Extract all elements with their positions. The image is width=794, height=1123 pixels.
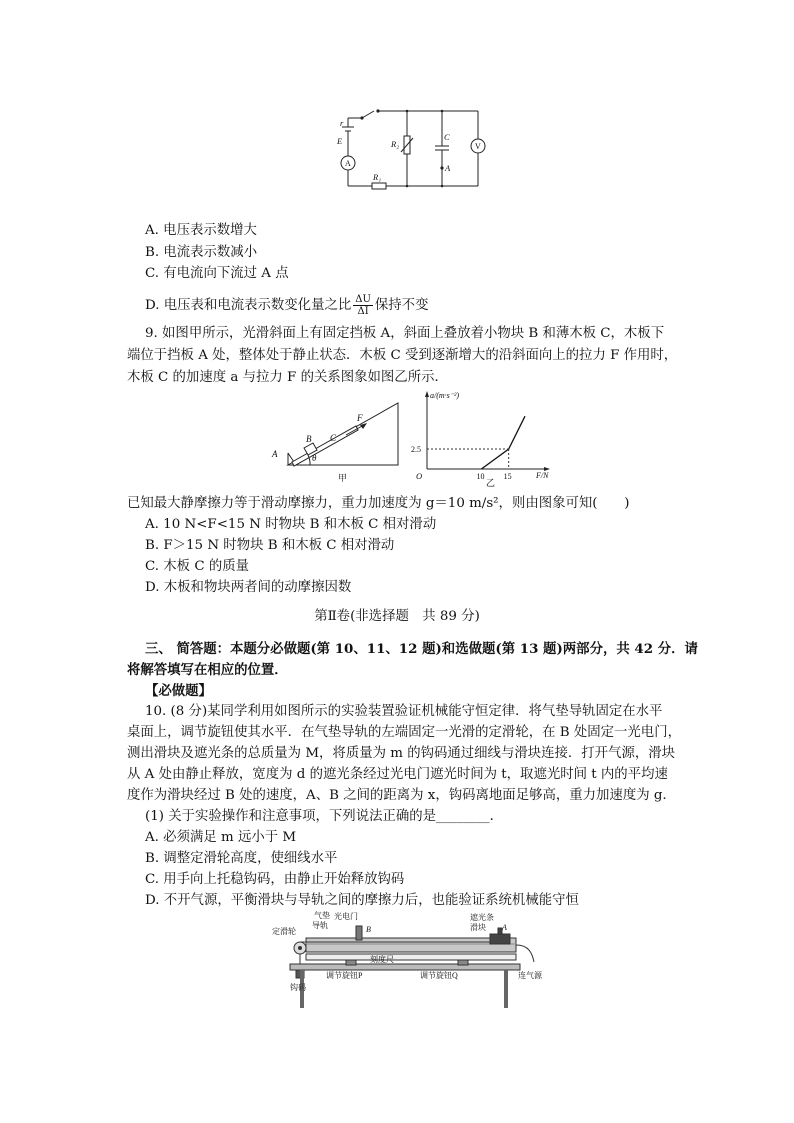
required-tag: 【必做题】 [145, 683, 212, 699]
apparatus-label: B [366, 925, 371, 934]
apparatus-label: 气垫 [314, 911, 330, 920]
series-line [481, 416, 525, 469]
incline-diagram [268, 395, 403, 490]
circuit-label: r [340, 118, 344, 128]
air-track-diagram [270, 910, 570, 1010]
q8-option: B. 电流表示数减小 [145, 245, 258, 260]
apparatus-label: 钩码 [290, 983, 306, 992]
y-axis-label: a/(m·s⁻²) [430, 391, 460, 400]
y-axis-arrow [425, 391, 429, 397]
circuit-label: V [475, 142, 481, 151]
q9-stem: 9. 如图甲所示，光滑斜面上有固定挡板 A，斜面上叠放着小物块 B 和薄木板 C，木板下 [145, 326, 665, 341]
q9-option: A. 10 N<F<15 N 时物块 B 和木板 C 相对滑动 [145, 517, 437, 532]
slider-block [490, 934, 510, 944]
q9-stem: 端位于挡板 A 处，整体处于静止状态．木板 C 受到逐渐增大的沿斜面向上的拉力 F 作用时， [127, 348, 678, 363]
q10-option: B. 调整定滑轮高度，使细线水平 [145, 851, 338, 866]
apparatus-label: 刻度尺 [370, 955, 394, 964]
figure-caption: 甲 [338, 473, 348, 483]
q10-stem: 10. (8 分)某同学利用如图所示的实验装置验证机械能守恒定律．将气垫导轨固定在水平 [145, 704, 663, 719]
apparatus-label: A [502, 923, 507, 932]
apparatus-label: 定滑轮 [272, 927, 296, 936]
origin-label: O [416, 471, 423, 481]
section3-intro: 三、 简答题：本题分必做题(第 10、11、12 题)和选做题(第 13 题)两部分，共 42 分．请 [145, 641, 698, 657]
circuit-label: R₂ [391, 139, 400, 149]
q10-stem: 测出滑块及遮光条的总质量为 M，将质量为 m 的钩码通过细线与滑块连接．打开气源，滑块 [127, 746, 676, 761]
q8-fraction [353, 294, 373, 317]
incline-label: θ [312, 453, 317, 463]
fraction-numerator: ΔU [355, 294, 371, 305]
q10-stem: 桌面上，调节旋钮使其水平．在气垫导轨的左端固定一光滑的定滑轮，在 B 处固定一光电门， [127, 725, 681, 740]
apparatus-label: 连气源 [518, 971, 542, 980]
circuit-label: C [444, 132, 450, 142]
q8-option-d-tail: 保持不变 [374, 298, 429, 313]
q10-option: D. 不开气源，平衡滑块与导轨之间的摩擦力后，也能验证系统机械能守恒 [145, 893, 579, 908]
apparatus-label: 调节旋钮Q [420, 971, 458, 980]
incline-label: F [357, 413, 363, 423]
q10-sub1: (1) 关于实验操作和注意事项，下列说法正确的是________． [145, 809, 503, 824]
q10-option: C. 用手向上托稳钩码，由静止开始释放钩码 [145, 872, 405, 887]
q8-option: A. 电压表示数增大 [145, 223, 257, 238]
section3-intro: 将解答填写在相应的位置． [127, 662, 288, 678]
fraction-denominator: ΔI [357, 306, 369, 317]
q8-option-d-text: D. 电压表和电流表示数变化量之比 [145, 298, 352, 313]
q9-stem: 木板 C 的加速度 a 与拉力 F 的关系图象如图乙所示． [127, 370, 448, 385]
q8-option: C. 有电流向下流过 A 点 [145, 266, 289, 281]
q8-option [145, 290, 428, 322]
apparatus-label: 调节旋钮P [326, 971, 363, 980]
incline-label: C [330, 433, 337, 443]
circuit-label: A [445, 163, 451, 173]
q9-option: C. 木板 C 的质量 [145, 559, 249, 574]
apparatus-label: 滑块 [470, 923, 486, 932]
x-tick-label: 15 [503, 472, 512, 481]
q10-option: A. 必须满足 m 远小于 M [145, 830, 297, 845]
q9-given: 已知最大静摩擦力等于滑动摩擦力，重力加速度为 g＝10 m/s²，则由图象可知( ) [127, 496, 630, 511]
incline-label: A [272, 449, 278, 459]
incline-label: B [306, 434, 312, 444]
q9-option: B. F＞15 N 时物块 B 和木板 C 相对滑动 [145, 538, 395, 553]
circuit-label: R₁ [373, 172, 382, 182]
x-tick-label: 10 [476, 472, 485, 481]
circuit-diagram [330, 100, 500, 192]
apparatus-label: 光电门 [334, 912, 358, 921]
y-tick-label: 2.5 [411, 445, 421, 454]
x-axis-label: F/N [536, 471, 549, 480]
a-f-chart [410, 390, 560, 490]
section-title: 第Ⅱ卷(非选择题 共 89 分) [314, 609, 480, 624]
q9-option: D. 木板和物块两者间的动摩擦因数 [145, 580, 352, 595]
circuit-label: A [345, 159, 351, 168]
chart-axes [427, 394, 547, 469]
q10-stem: 度作为滑块经过 B 处的速度，A、B 之间的距离为 x，钩码离地面足够高，重力加速度为 g. [127, 788, 667, 803]
photogate-icon [356, 926, 362, 940]
chart-caption: 乙 [486, 478, 496, 488]
apparatus-label: 遮光条 [470, 913, 494, 922]
q10-stem: 从 A 处由静止释放，宽度为 d 的遮光条经过光电门遮光时间为 t，取遮光时间 t 内的平均速 [127, 767, 668, 782]
circuit-label: E [337, 136, 343, 146]
apparatus-label: 导轨 [312, 921, 328, 930]
